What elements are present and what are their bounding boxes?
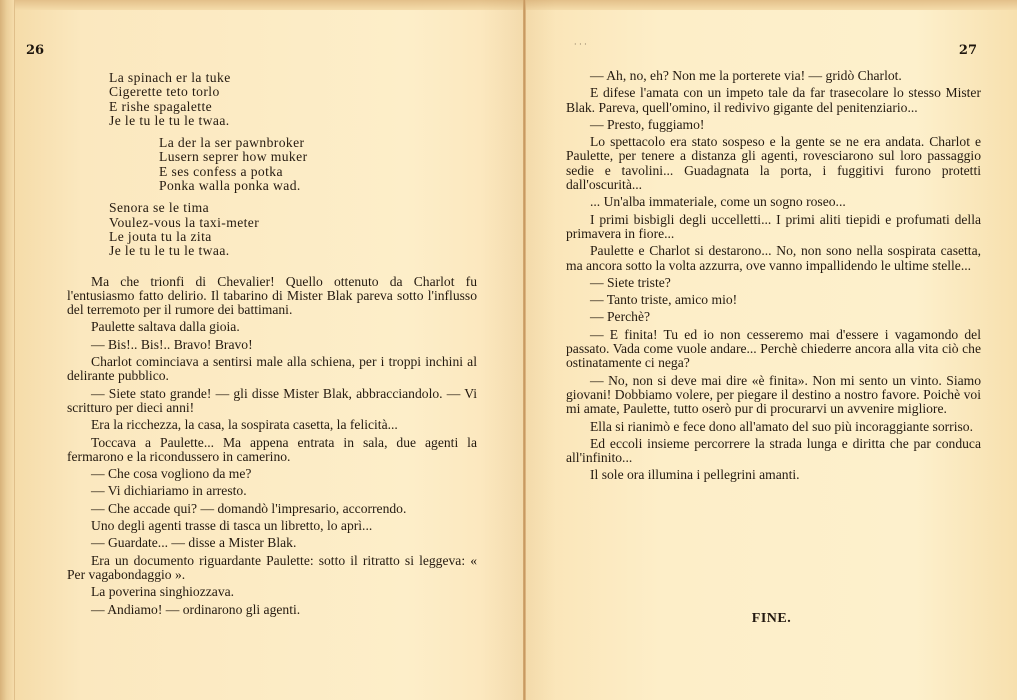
paragraph: — E finita! Tu ed io non cesseremo mai d'essere i vagamondo del passato. Vada come vuole andare... Perchè chiederre ancora alla vita ciò che ostinatamente ci nega? (566, 326, 981, 371)
paragraph: Paulette e Charlot si destarono... No, non sono nella sospirata casetta, ma ancora sotto la volta azzurra, ove vanno impallidendo le ultime stelle... (566, 243, 981, 273)
paragraph: — Perchè? (590, 309, 651, 325)
paragraph: — Bis!.. Bis!.. Bravo! Bravo! (91, 336, 253, 352)
song-stanza-2 (159, 136, 477, 193)
page-stack-edge (0, 0, 15, 700)
song-line: Voulez-vous la taxi-meter (109, 214, 260, 230)
song-line: Ponka walla ponka wad. (159, 178, 301, 194)
right-page (526, 0, 1017, 700)
paragraph: I primi bisbigli degli uccelletti... I primi aliti tiepidi e profumati della primavera in fiore... (566, 211, 981, 241)
paragraph: Charlot cominciava a sentirsi male alla schiena, per i troppi inchini al delirante pubblico. (67, 354, 477, 384)
song-line: E ses confess a potka (159, 163, 283, 179)
left-page-text (67, 70, 477, 620)
print-specks: · · · (574, 40, 587, 49)
right-page-text (566, 69, 981, 486)
left-page (14, 0, 523, 700)
paragraph: Ella si rianimò e fece dono all'amato del suo più incoraggiante sorriso. (590, 418, 973, 434)
paragraph: Ed eccoli insieme percorrere la strada lunga e diritta che par conduca all'infinito... (566, 435, 981, 466)
paragraph: Ma che trionfi di Chevalier! Quello ottenuto da Charlot fu l'entusiasmo fatto delirio. Il tabarino di Mister Blak pareva sotto l'influsso del terremoto per il rumore dei battimani. (67, 273, 477, 318)
paragraph: — No, non si deve mai dire «è finita». Non mi sento un vinto. Siamo giovani! Dobbiamo volere, per piegare il destino a nostro favore. Poichè voi mi amate, Paulette, tutto oserò pur di procurarvi un avvenire migliore. (566, 372, 981, 417)
song-line: Le jouta tu la zita (109, 228, 212, 244)
paragraph: — Siete triste? (590, 274, 671, 290)
paragraph: Lo spettacolo era stato sospeso e la gente se ne era andata. Charlot e Paulette, per tenere a distanza gli agenti, rovesciarono sul loro passaggio sedie e tavolini... Guadagnata la porta, i fuggitivi furono protetti dall'oscurità... (566, 134, 981, 193)
paragraph: — Che accade qui? — domandò l'impresario, accorrendo. (91, 500, 407, 516)
song-line: La spinach er la tuke (109, 70, 231, 85)
song-line: Lusern seprer how muker (159, 149, 308, 165)
paragraph: — Siete stato grande! — gli disse Mister Blak, abbracciandolo. — Vi scritturo per dieci anni! (67, 385, 477, 415)
song-stanza-1 (109, 71, 477, 128)
left-page-prose (67, 275, 477, 617)
paragraph: — Ah, no, eh? Non me la porterete via! — gridò Charlot. (590, 68, 902, 83)
paragraph: — Andiamo! — ordinarono gli agenti. (91, 601, 301, 617)
paragraph: — Presto, fuggiamo! (590, 116, 705, 132)
paragraph: La poverina singhiozzava. (91, 584, 235, 600)
song-line: Je le tu le tu le twaa. (109, 243, 230, 259)
paragraph: ... Un'alba immateriale, come un sogno roseo... (590, 194, 846, 210)
paragraph: Era la ricchezza, la casa, la sospirata casetta, la felicità... (91, 417, 398, 433)
paragraph: — Guardate... — disse a Mister Blak. (91, 535, 297, 551)
paragraph: E difese l'amata con un impeto tale da far trasecolare lo stesso Mister Blak. Pareva, quell'omino, il redivivo gigante del penitenziario... (566, 85, 981, 115)
paragraph: — Tanto triste, amico mio! (590, 292, 738, 308)
end-label: FINE. (751, 611, 792, 626)
song-line: La der la ser pawnbroker (159, 135, 305, 151)
song-line: Senora se le tima (109, 200, 210, 216)
song-line: Cigerette teto torlo (109, 84, 220, 100)
song-line: Je le tu le tu le twaa. (109, 112, 230, 128)
paragraph: Toccava a Paulette... Ma appena entrata in sala, due agenti la fermarono e la ricondussero in camerino. (67, 434, 477, 464)
paragraph: Il sole ora illumina i pellegrini amanti. (590, 467, 800, 483)
paragraph: — Vi dichiariamo in arresto. (91, 483, 247, 499)
paragraph: Era un documento riguardante Paulette: sotto il ritratto si leggeva: « Per vagabondaggio ». (67, 552, 477, 582)
paragraph: — Che cosa vogliono da me? (91, 466, 252, 482)
song-line: E rishe spagalette (109, 98, 213, 114)
page-number-left: 26 (26, 43, 45, 58)
song-stanza-3 (109, 201, 477, 258)
paragraph: Uno degli agenti trasse di tasca un libretto, lo aprì... (91, 518, 373, 534)
paragraph: Paulette saltava dalla gioia. (91, 319, 240, 335)
page-number-right: 27 (958, 43, 977, 58)
